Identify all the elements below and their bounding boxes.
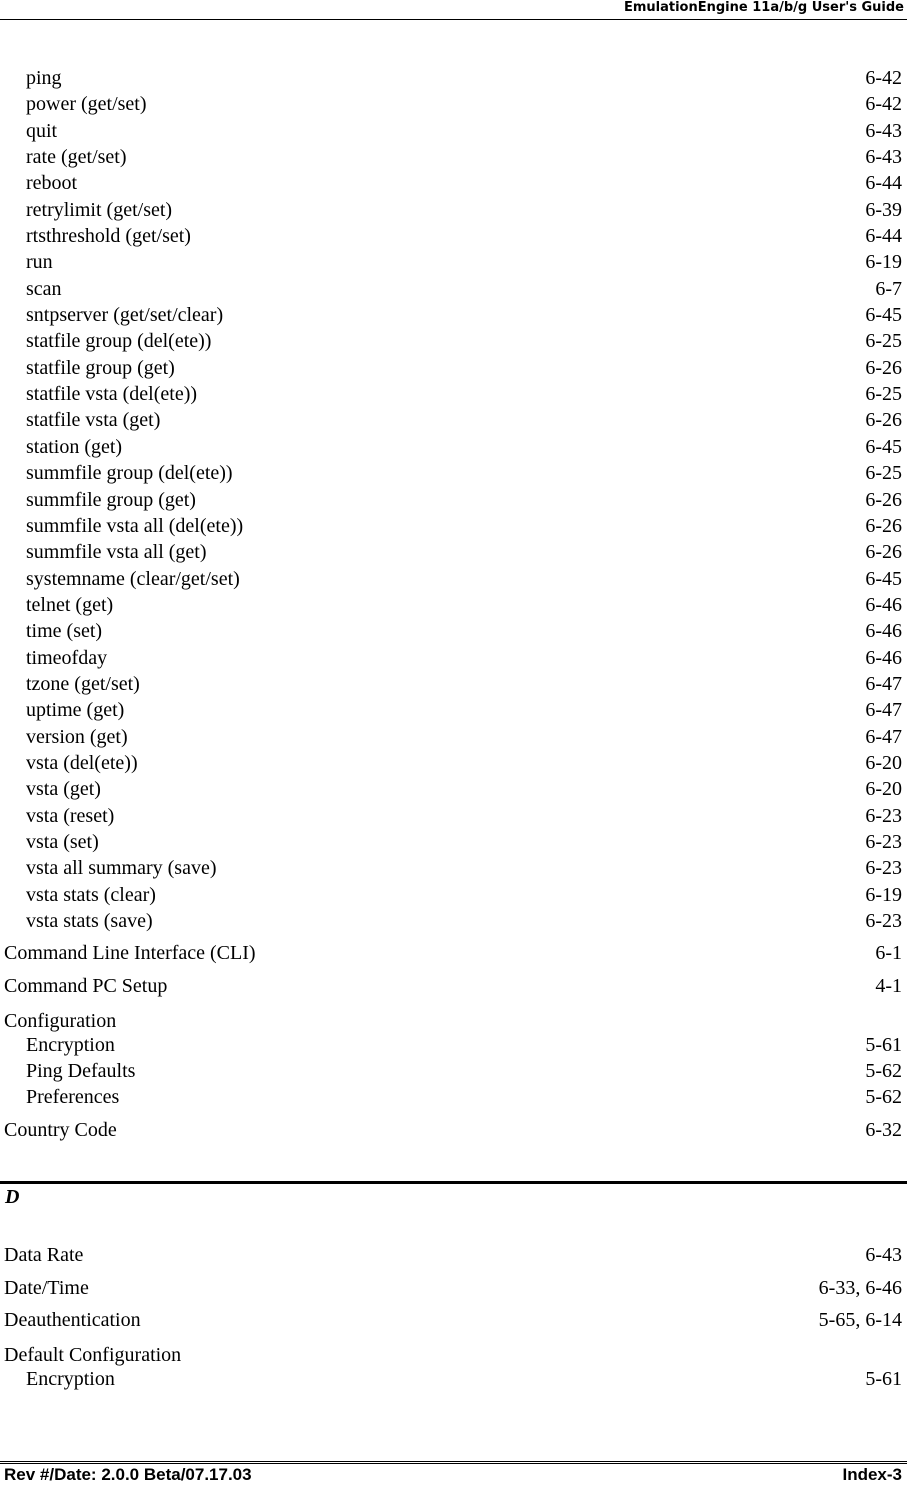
entry-page: 6-47: [865, 725, 902, 748]
index-subentry: [4, 118, 902, 144]
entry-label: Data Rate: [4, 1244, 84, 1266]
entry-label: ping: [26, 67, 62, 89]
index-subentry: [4, 223, 902, 249]
index-subentry: [4, 645, 902, 671]
header-title: EmulationEngine 11a/b/g User's Guide: [623, 0, 904, 15]
index-subentry: [4, 355, 902, 381]
entry-page: 6-46: [865, 620, 902, 643]
index-subentry: [4, 302, 902, 328]
entry-page: 6-45: [865, 567, 902, 590]
entry-page: 6-42: [865, 93, 902, 116]
entry-label: retrylimit (get/set): [26, 198, 173, 221]
index-subentry: [4, 434, 902, 460]
index-entry-default-configuration: [4, 1337, 902, 1366]
index-subentry: [4, 618, 902, 644]
entry-page: 6-26: [865, 409, 902, 432]
index-subentry: [4, 249, 902, 275]
entry-page: 6-26: [865, 488, 902, 511]
entry-page: 6-23: [865, 857, 902, 880]
index-entry-country-code: [4, 1111, 902, 1144]
entry-page: 6-45: [865, 435, 902, 458]
entry-label: Configuration: [4, 1009, 117, 1032]
index-subentry: [4, 328, 902, 354]
page-header: [0, 0, 907, 20]
index-subentry: [4, 1366, 902, 1392]
index-subentry: [4, 197, 902, 223]
entry-label: statfile vsta (del(ete)): [26, 383, 198, 406]
entry-page: 6-23: [865, 910, 902, 932]
index-entry-configuration: [4, 1003, 902, 1032]
entry-label: vsta stats (save): [26, 910, 153, 932]
index-subentry: [4, 513, 902, 539]
index-subentry: [4, 724, 902, 750]
entry-page: 6-46: [865, 646, 902, 669]
entry-label: scan: [26, 277, 62, 300]
entry-page: 6-26: [865, 514, 902, 537]
entry-label: summfile group (del(ete)): [26, 462, 233, 485]
entry-page: 6-23: [865, 804, 902, 827]
index-entry-pc-setup: [4, 970, 902, 1003]
index-entry-cli: [4, 937, 902, 970]
entry-label: time (set): [26, 620, 103, 643]
entry-page: 6-47: [865, 672, 902, 695]
entry-page: 6-47: [865, 699, 902, 722]
entry-label: telnet (get): [26, 593, 114, 616]
index-subentry: [4, 829, 902, 855]
entry-page: 6-43: [865, 119, 902, 142]
index-subentry: [4, 855, 902, 881]
entry-label: rate (get/set): [26, 146, 127, 169]
entry-label: rtsthreshold (get/set): [26, 225, 191, 248]
entry-page: 6-25: [865, 462, 902, 485]
entry-label: tzone (get/set): [26, 672, 140, 695]
entry-label: Default Configuration: [4, 1344, 182, 1367]
entry-label: statfile group (del(ete)): [26, 330, 212, 353]
index-section-c: [4, 65, 902, 1143]
index-subentry: [4, 381, 902, 407]
entry-label: summfile group (get): [26, 488, 196, 511]
entry-label: vsta (set): [26, 830, 99, 853]
entry-page: 6-1: [875, 942, 902, 965]
entry-label: vsta all summary (save): [26, 857, 217, 880]
entry-page: 6-19: [865, 883, 902, 906]
entry-label: Command Line Interface (CLI): [4, 942, 256, 965]
index-entry: [4, 1239, 902, 1272]
index-entry: [4, 1304, 902, 1337]
entry-page: 6-7: [875, 277, 902, 300]
entry-label: version (get): [26, 725, 128, 748]
entry-page: 6-43: [865, 1244, 902, 1266]
entry-page: 6-19: [865, 251, 902, 274]
entry-label: Country Code: [4, 1118, 117, 1141]
entry-label: summfile vsta all (del(ete)): [26, 514, 244, 537]
entry-label: Ping Defaults: [26, 1060, 136, 1083]
entry-label: vsta (get): [26, 778, 101, 801]
entry-page: 6-23: [865, 830, 902, 853]
entry-page: 6-26: [865, 356, 902, 379]
entry-label: statfile vsta (get): [26, 409, 161, 432]
page-footer: [0, 1461, 907, 1488]
entry-page: 5-62: [865, 1060, 902, 1083]
entry-page: 6-45: [865, 304, 902, 327]
entry-page: 6-44: [865, 225, 902, 248]
entry-label: vsta (del(ete)): [26, 751, 138, 774]
entry-label: timeofday: [26, 646, 108, 669]
index-subentry: [4, 276, 902, 302]
index-subentry: [4, 539, 902, 565]
index-subentry: [4, 91, 902, 117]
entry-page: 5-62: [865, 1086, 902, 1109]
index-subentry: [4, 144, 902, 170]
footer-page-number: Index-3: [842, 1465, 902, 1484]
entry-page: 6-33, 6-46: [818, 1276, 902, 1299]
entry-page: 6-25: [865, 330, 902, 353]
index-subentry: [4, 566, 902, 592]
entry-page: 6-44: [865, 172, 902, 195]
entry-label: Preferences: [26, 1086, 120, 1109]
entry-label: vsta (reset): [26, 804, 115, 827]
index-section-d: [4, 1239, 902, 1392]
index-entry: [4, 1272, 902, 1305]
index-subentry: [4, 671, 902, 697]
entry-page: 5-65, 6-14: [818, 1309, 902, 1332]
index-subentry: [4, 170, 902, 196]
entry-page: 6-20: [865, 778, 902, 801]
entry-page: 6-20: [865, 751, 902, 774]
entry-page: 6-32: [865, 1118, 902, 1141]
index-subentry: [4, 407, 902, 433]
entry-label: Date/Time: [4, 1276, 89, 1299]
entry-page: 6-39: [865, 198, 902, 221]
entry-label: station (get): [26, 435, 123, 458]
entry-label: statfile group (get): [26, 356, 175, 379]
entry-page: 4-1: [875, 975, 902, 998]
footer-revision: Rev #/Date: 2.0.0 Beta/07.17.03: [4, 1465, 252, 1484]
entry-label: quit: [26, 119, 58, 142]
index-subentry: [4, 908, 902, 934]
entry-label: Command PC Setup: [4, 975, 168, 998]
index-subentry: [4, 803, 902, 829]
entry-label: summfile vsta all (get): [26, 541, 207, 564]
index-subentry: [4, 697, 902, 723]
index-subentry: [4, 1058, 902, 1084]
entry-label: systemname (clear/get/set): [26, 567, 240, 590]
section-letter-d: D: [5, 1186, 20, 1208]
index-subentry: [4, 592, 902, 618]
entry-label: Encryption: [26, 1368, 115, 1391]
entry-label: uptime (get): [26, 699, 125, 722]
index-subentry: [4, 460, 902, 486]
entry-page: 6-26: [865, 541, 902, 564]
entry-label: run: [26, 251, 53, 274]
entry-page: 6-25: [865, 383, 902, 406]
entry-label: vsta stats (clear): [26, 883, 156, 906]
index-subentry: [4, 776, 902, 802]
entry-page: 6-43: [865, 146, 902, 169]
entry-label: Deauthentication: [4, 1309, 141, 1332]
index-subentry: [4, 750, 902, 776]
index-subentry: [4, 882, 902, 908]
entry-page: 6-46: [865, 593, 902, 616]
entry-page: 5-61: [865, 1033, 902, 1056]
section-divider: [0, 1181, 907, 1184]
index-subentry: [4, 1032, 902, 1058]
cli-command-list: [4, 65, 902, 934]
entry-label: reboot: [26, 172, 78, 195]
entry-label: Encryption: [26, 1033, 115, 1056]
index-subentry: [4, 65, 902, 91]
entry-page: 6-42: [865, 67, 902, 89]
index-subentry: [4, 1084, 902, 1110]
entry-label: sntpserver (get/set/clear): [26, 304, 224, 327]
entry-page: 5-61: [865, 1368, 902, 1391]
index-subentry: [4, 487, 902, 513]
entry-label: power (get/set): [26, 93, 147, 116]
